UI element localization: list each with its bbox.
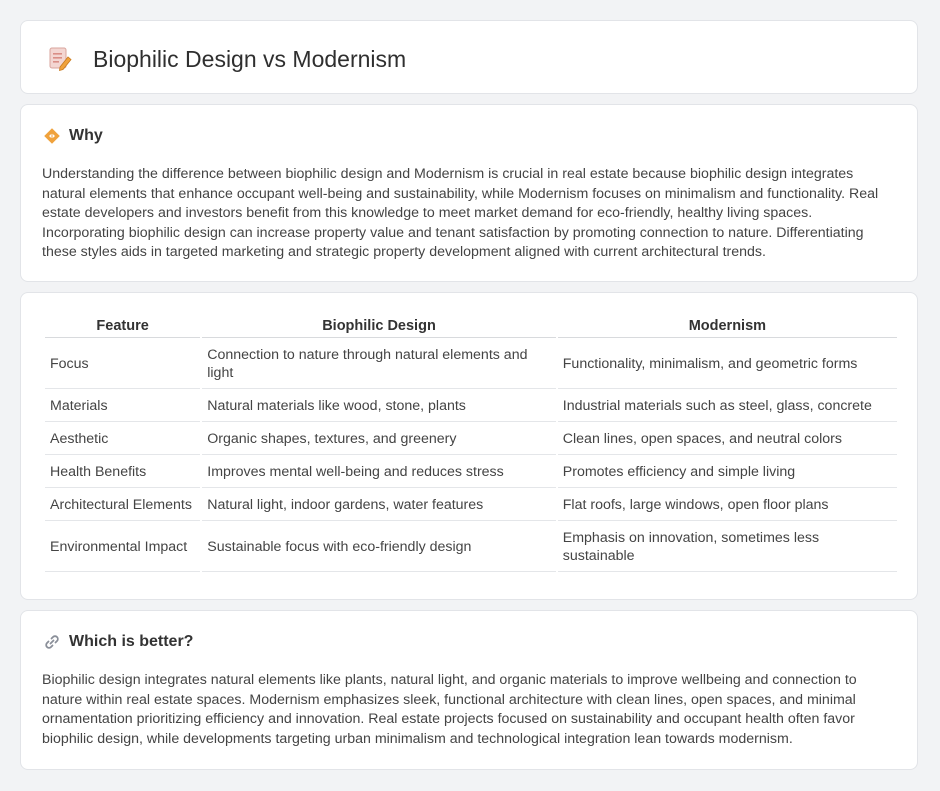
row-biophilic: Natural light, indoor gardens, water features bbox=[202, 488, 556, 521]
table-row bbox=[45, 422, 897, 455]
why-body: Understanding the difference between biophilic design and Modernism is crucial in real estate because biophilic design integrates natural elements that enhance occupant well-being and sustainability, while Modernism focuses on minimalism and functionality. Real estate developers and investors benefit from this knowledge to meet market demand for eco-friendly, healthy living spaces. Incorporating biophilic design can increase property value and tenant satisfaction by promoting connection to nature. Differentiating these styles aids in targeted marketing and strategic property development aligned with current architectural trends. bbox=[42, 166, 879, 261]
document-pencil-icon bbox=[47, 45, 73, 73]
column-header-modernism: Modernism bbox=[558, 315, 897, 338]
row-modernism: Promotes efficiency and simple living bbox=[558, 455, 897, 488]
row-feature: Health Benefits bbox=[45, 455, 200, 488]
why-heading bbox=[43, 127, 103, 145]
row-feature: Aesthetic bbox=[45, 422, 200, 455]
row-biophilic: Organic shapes, textures, and greenery bbox=[202, 422, 556, 455]
comparison-table bbox=[43, 315, 899, 572]
row-biophilic: Sustainable focus with eco-friendly design bbox=[202, 521, 556, 572]
table-row bbox=[45, 521, 897, 572]
header-card bbox=[20, 20, 918, 94]
column-header-feature: Feature bbox=[45, 315, 200, 338]
row-modernism: Industrial materials such as steel, glass, concrete bbox=[558, 389, 897, 422]
diamond-arrows-icon bbox=[43, 127, 61, 145]
better-title: Which is better? bbox=[69, 633, 194, 650]
row-biophilic: Natural materials like wood, stone, plants bbox=[202, 389, 556, 422]
row-biophilic: Improves mental well-being and reduces stress bbox=[202, 455, 556, 488]
header-row bbox=[47, 43, 406, 75]
row-modernism: Functionality, minimalism, and geometric forms bbox=[558, 338, 897, 389]
better-heading bbox=[43, 633, 193, 651]
table-row bbox=[45, 488, 897, 521]
page-title: Biophilic Design vs Modernism bbox=[93, 46, 407, 72]
which-is-better-section bbox=[20, 610, 918, 770]
column-header-biophilic: Biophilic Design bbox=[202, 315, 556, 338]
table-row bbox=[45, 338, 897, 389]
row-feature: Materials bbox=[45, 389, 200, 422]
row-feature: Environmental Impact bbox=[45, 521, 200, 572]
better-body: Biophilic design integrates natural elements like plants, natural light, and organic materials to improve wellbeing and connection to nature within real estate spaces. Modernism emphasizes sleek, functional architecture with clean lines, open spaces, and minimal ornamentation prioritizing efficiency and innovation. Real estate projects focused on sustainability and occupant health often favor biophilic design, while developments targeting urban minimalism and technological integration lean towards modernism. bbox=[42, 672, 857, 747]
table-row bbox=[45, 389, 897, 422]
row-feature: Architectural Elements bbox=[45, 488, 200, 521]
row-modernism: Emphasis on innovation, sometimes less sustainable bbox=[558, 521, 897, 572]
row-biophilic: Connection to nature through natural elements and light bbox=[202, 338, 556, 389]
why-section bbox=[20, 104, 918, 282]
row-modernism: Clean lines, open spaces, and neutral colors bbox=[558, 422, 897, 455]
why-title: Why bbox=[69, 127, 103, 144]
table-header-row bbox=[45, 315, 897, 338]
table-row bbox=[45, 455, 897, 488]
link-icon bbox=[43, 633, 61, 651]
row-modernism: Flat roofs, large windows, open floor plans bbox=[558, 488, 897, 521]
comparison-section bbox=[20, 292, 918, 600]
row-feature: Focus bbox=[45, 338, 200, 389]
